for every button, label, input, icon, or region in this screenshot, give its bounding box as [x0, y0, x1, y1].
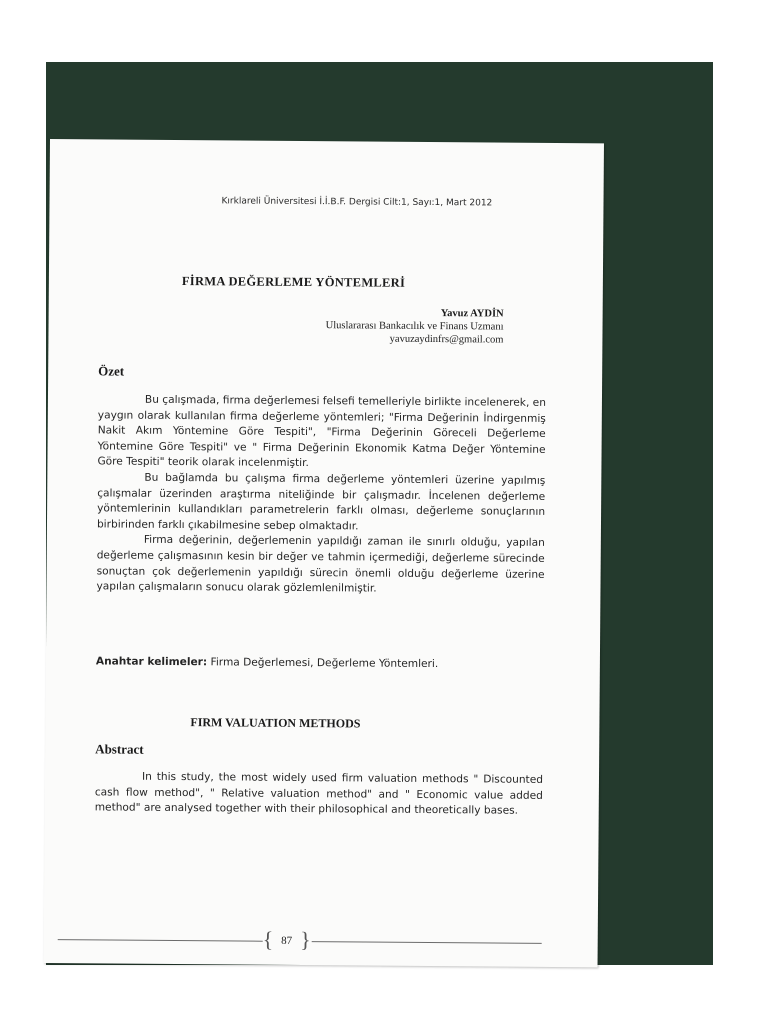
- page-number: 87: [281, 934, 293, 947]
- abstract-paragraph: In this study, the most widely used firm valuation methods " Discounted cash flow method", " Relative valuation method" and " Economic value added method" are analysed together with their philosophical and theoretically bases.: [94, 770, 544, 817]
- ozet-paragraph: Bu çalışmada, firma değerlemesi felsefi temelleriyle birlikte incelenerek, en yaygın olarak kullanılan firma değerleme yöntemleri; "Firma Değerinin İndirgenmiş Nakit Akım Yöntemine Göre Tespiti", "Firma Değerinin Göreceli Değerleme Yöntemine Göre Tespiti" ve " Firma Değerinin Ekonomik Katma Değer Yöntemine Göre Tespiti" teorik olarak incelenmiştir.: [97, 393, 546, 470]
- ozet-paragraph: Firma değerinin, değerlemenin yapıldığı zaman ile sınırlı olduğu, yapılan değerleme çalışmasının kesin bir değer ve tahmin içermediği, değerleme sürecinde sonuçtan çok değerlemenin yapıldığı sürecin önemli olduğu değerleme üzerine yapılan çalışmaların sonucu olarak gözlemlenilmiştir.: [96, 534, 545, 595]
- author-email: yavuzaydinfrs@gmail.com: [389, 333, 504, 346]
- page-number-box: [262, 926, 311, 953]
- keywords-text: Firma Değerlemesi, Değerleme Yöntemleri.: [210, 656, 439, 671]
- ozet-body: [96, 392, 546, 598]
- article-title-turkish: FİRMA DEĞERLEME YÖNTEMLERİ: [181, 274, 406, 290]
- keywords-label: Anahtar kelimeler:: [95, 655, 208, 669]
- journal-header: Kırklareli Üniversitesi İ.İ.B.F. Dergisi Cilt:1, Sayı:1, Mart 2012: [221, 196, 493, 209]
- keywords-line: [96, 655, 438, 670]
- footer-rule-right: [312, 941, 542, 944]
- author-name: Yavuz AYDİN: [440, 308, 504, 320]
- right-brace-icon: }: [300, 926, 311, 953]
- author-block: [326, 306, 504, 346]
- article-title-english: FIRM VALUATION METHODS: [190, 715, 361, 731]
- author-affiliation: Uluslararası Bankacılık ve Finans Uzmanı: [325, 320, 504, 333]
- journal-page: [44, 139, 604, 967]
- ozet-heading: Özet: [98, 363, 125, 379]
- abstract-body: [95, 769, 543, 819]
- ozet-paragraph: Bu bağlamda bu çalışma firma değerleme yöntemleri üzerine yapılmış çalışmalar üzerinden araştırma niteliğinde bir çalışmadır. İncelenen değerleme yöntemlerinin kullandıkları parametrelerin farklı olması, değerleme sonuçlarının birbirinden farklı çıkabilmesine sebep olmaktadır.: [96, 471, 546, 533]
- abstract-heading: Abstract: [95, 741, 144, 757]
- footer-rule-left: [58, 939, 263, 942]
- left-brace-icon: {: [262, 926, 274, 952]
